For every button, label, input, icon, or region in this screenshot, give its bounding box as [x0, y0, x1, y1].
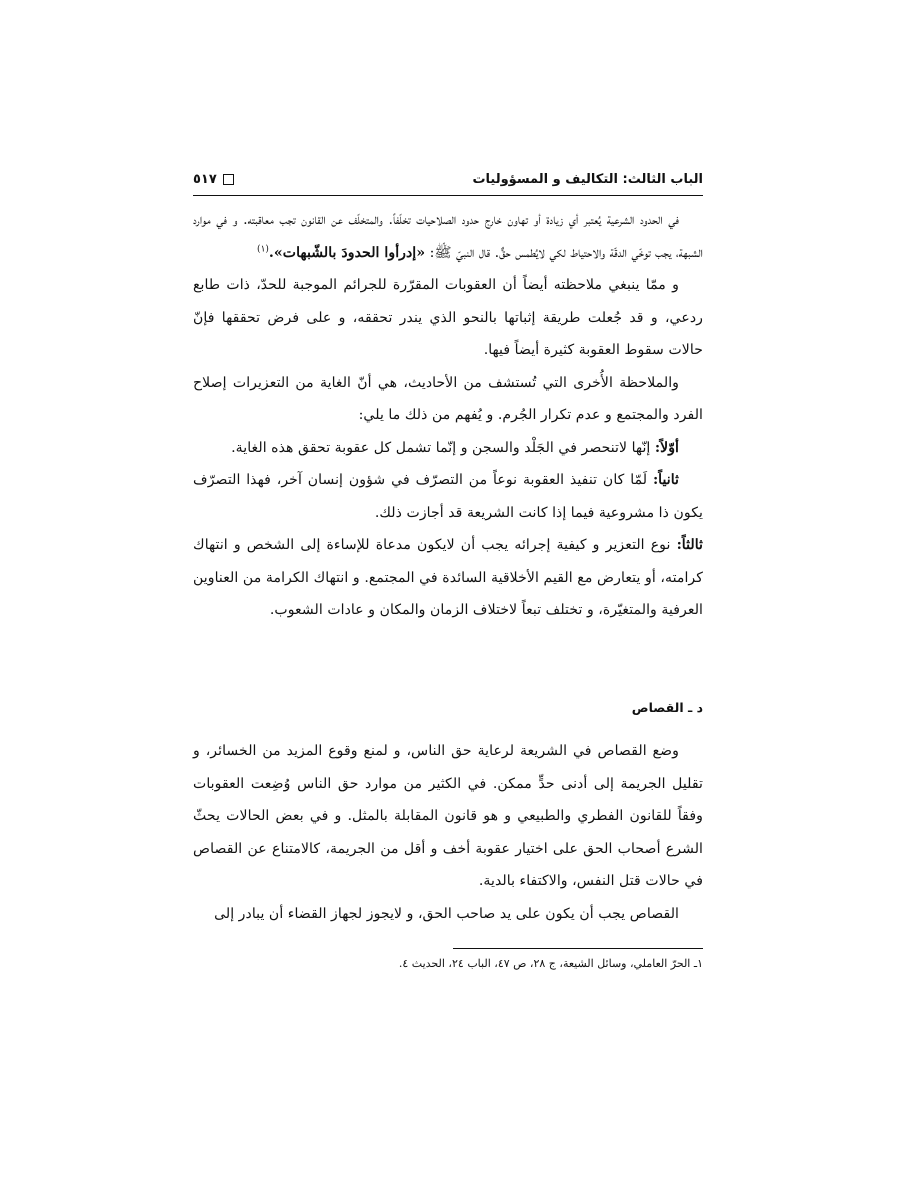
point-lead: ثالثاً: [676, 537, 703, 553]
footnote-rule [453, 948, 703, 949]
paragraph: و ممّا ينبغي ملاحظته أيضاً أن العقوبات المقرّرة للجرائم الموجبة للحدّ، ذات طابع ردعي، و قد جُعلت طريقة إثباتها بالنحو الذي يندر تحققه، و على فرض تحققها فإنّ حالات سقوط العقوبة كثيرة أيضاً فيها. [193, 277, 703, 358]
point-text: نوع التعزير و كيفية إجرائه يجب أن لايكون مدعاة للإساءة إلى الشخص و انتهاك كرامته، أو يتعارض مع القيم الأخلاقية السائدة في المجتمع. و انتهاك الكرامة من العناوين العرفية والمتغيّرة، و تختلف تبعاً لاختلاف الزمان والمكان و عادات الشعوب. [193, 537, 703, 618]
paragraph: والملاحظة الأُخرى التي تُستشف من الأحاديث، هي أنّ الغاية من التعزيرات إصلاح الفرد والمجتمع و عدم تكرار الجُرم. و يُفهم من ذلك ما يلي: [193, 374, 703, 423]
section-heading: د ـ القصاص [631, 700, 703, 715]
paragraph: وضع القصاص في الشريعة لرعاية حق الناس، و لمنع وقوع المزيد من الخسائر، و تقليل الجريمة إلى أدنى حدٍّ ممكن. في الكثير من موارد حق الناس وُضِعت العقوبات وفقاً للقانون الفطري والطبيعي و هو قانون المقابلة بالمثل. و في بعض الحالات يحثّ الشرع أصحاب الحق على اختيار عقوبة أخف و أقل من الجريمة، كالامتناع عن القصاص في حالات قتل النفس، والاكتفاء بالدية. [193, 743, 703, 889]
footnote: ١ـ الحرّ العاملي، وسائل الشيعة، ج ٢٨، ص ٤٧، الباب ٢٤، الحديث ٤. [398, 957, 703, 970]
point-lead: أوّلاً: [654, 439, 679, 456]
point-text: لَمّا كان تنفيذ العقوبة نوعاً من التصرّف في شؤون إنسان آخر، فهذا التصرّف يكون ذا مشروعية فيما إذا كانت الشريعة قد أجازت ذلك. [193, 472, 703, 521]
point-text: إنّها لاتنحصر في الجَلْد والسجن و إنّما تشمل كل عقوبة تحقق هذه الغاية. [231, 439, 655, 456]
hadith-quote: «إدرأوا الحدودَ بالشّبهات». [268, 244, 426, 261]
paragraph: القصاص يجب أن يكون على يد صاحب الحق، و لايجوز لجهاز القضاء أن يبادر إلى [214, 905, 679, 922]
point-lead: ثانياً: [652, 472, 679, 488]
page-number-group [193, 172, 234, 187]
paragraph [193, 204, 703, 269]
point-first [193, 432, 703, 465]
header-rule [193, 195, 703, 196]
chapter-title: الباب الثالث: التكاليف و المسؤوليات [472, 171, 703, 187]
section-text [193, 735, 703, 930]
main-text [193, 204, 703, 627]
running-header [193, 166, 703, 192]
footnote-reference: (١) [257, 243, 269, 254]
point-second [193, 464, 703, 529]
paragraph-text: في الحدود الشرعية يُعتبر أي زيادة أو تهاون خارج حدود الصلاحيات تخلّفاً. والمتخلّف عن القانون تجب معاقبته. و في موارد الشبهة، يجب توخّي الدقّة والاحتياط لكي لايُطمس حقٌّ. قال النبيّ ﷺ: [193, 212, 703, 261]
point-third [193, 529, 703, 627]
page-number: ٥١٧ [193, 171, 217, 187]
square-box-icon [223, 174, 234, 185]
